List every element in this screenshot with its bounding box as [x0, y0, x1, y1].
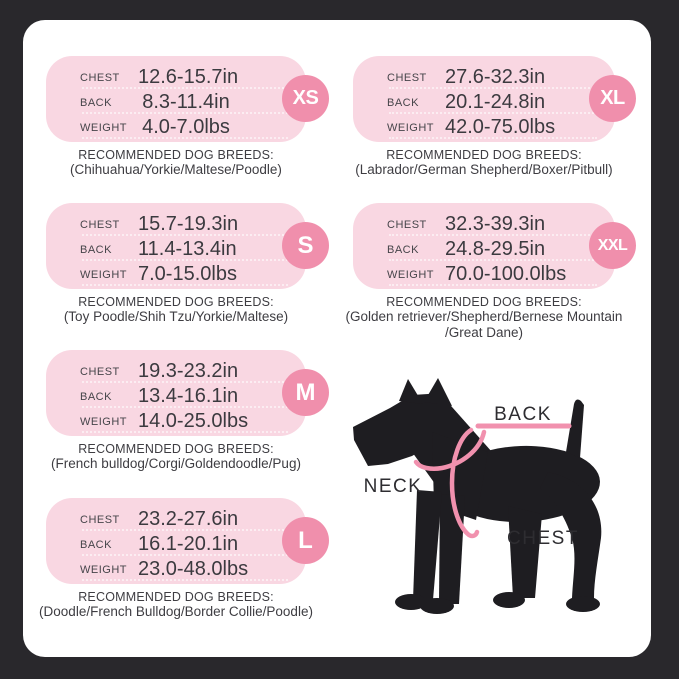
recommendation-block — [16, 295, 336, 325]
breeds-list: (Toy Poodle/Shih Tzu/Yorkie/Maltese) — [63, 309, 289, 324]
diagram-neck-label: NECK — [363, 476, 423, 497]
size-card-m-box — [46, 350, 316, 436]
size-card-xxl-box — [353, 203, 628, 289]
measurement-row-weight — [46, 409, 306, 434]
recommendation-block — [16, 442, 336, 472]
back-value: 8.3-11.4in — [142, 91, 230, 113]
measurement-row-back — [46, 532, 306, 557]
size-badge-xl: XL — [589, 75, 636, 122]
weight-value: 23.0-48.0lbs — [138, 558, 249, 580]
dog-rear-paw-far — [566, 596, 600, 612]
chest-label: CHEST — [80, 365, 120, 378]
weight-label: WEIGHT — [80, 563, 127, 576]
back-label: BACK — [80, 390, 112, 403]
weight-value: 7.0-15.0lbs — [138, 263, 237, 285]
chest-label: CHEST — [80, 218, 120, 231]
dog-rear-leg-near — [508, 506, 542, 598]
back-label: BACK — [80, 538, 112, 551]
size-badge-s: S — [282, 222, 329, 269]
measurement-row-weight — [353, 262, 615, 287]
recommendation-block — [16, 148, 336, 178]
diagram-chest-label: CHEST — [507, 528, 579, 549]
measurement-row-back — [46, 90, 306, 115]
measurement-row-back — [353, 90, 615, 115]
chest-label: CHEST — [387, 218, 427, 231]
back-value: 24.8-29.5in — [445, 238, 546, 260]
weight-label: WEIGHT — [80, 121, 127, 134]
weight-value: 4.0-7.0lbs — [142, 116, 230, 138]
back-label: BACK — [387, 243, 419, 256]
size-badge-xs: XS — [282, 75, 329, 122]
chest-value: 19.3-23.2in — [138, 360, 239, 382]
size-card-l — [39, 498, 313, 619]
back-label: BACK — [387, 96, 419, 109]
weight-value: 70.0-100.0lbs — [445, 263, 567, 285]
diagram-back-label: BACK — [494, 404, 552, 425]
recommendation-block — [324, 295, 644, 340]
measurement-row-weight — [353, 115, 615, 140]
measurement-row-weight — [46, 115, 306, 140]
breeds-list: (Labrador/German Shepherd/Boxer/Pitbull) — [355, 162, 613, 177]
breeds-list: (Doodle/French Bulldog/Border Collie/Poodle) — [39, 604, 313, 619]
weight-label: WEIGHT — [387, 268, 434, 281]
back-label: BACK — [80, 243, 112, 256]
back-value: 20.1-24.8in — [445, 91, 546, 113]
recommended-title: RECOMMENDED DOG BREEDS: — [78, 590, 274, 604]
chest-value: 32.3-39.3in — [445, 213, 546, 235]
weight-label: WEIGHT — [80, 415, 127, 428]
dog-front-leg-near — [439, 494, 465, 604]
breeds-list: (French bulldog/Corgi/Goldendoodle/Pug) — [51, 456, 301, 471]
chest-value: 15.7-19.3in — [138, 213, 239, 235]
measurement-row-back — [46, 384, 306, 409]
weight-label: WEIGHT — [80, 268, 127, 281]
dog-front-paw-far — [395, 594, 427, 610]
recommendation-block — [16, 590, 336, 620]
size-card-s — [46, 203, 314, 324]
recommended-title: RECOMMENDED DOG BREEDS: — [78, 295, 274, 309]
weight-value: 14.0-25.0lbs — [138, 410, 249, 432]
recommendation-block — [324, 148, 644, 178]
size-chart-panel — [23, 20, 651, 657]
back-value: 16.1-20.1in — [138, 533, 239, 555]
dog-measurement-diagram — [350, 378, 650, 628]
back-value: 11.4-13.4in — [138, 238, 237, 260]
measurement-row-back — [46, 237, 306, 262]
dog-rear-paw-near — [493, 592, 525, 608]
size-card-xs — [46, 56, 319, 177]
dog-ear-front — [399, 379, 423, 404]
size-card-l-box — [46, 498, 313, 584]
dog-tail — [566, 400, 584, 458]
recommended-title: RECOMMENDED DOG BREEDS: — [78, 148, 274, 162]
measurement-row-chest — [46, 350, 306, 384]
recommended-title: RECOMMENDED DOG BREEDS: — [386, 148, 582, 162]
size-card-xl — [353, 56, 625, 177]
measurement-row-chest — [46, 498, 306, 532]
back-value: 13.4-16.1in — [138, 385, 239, 407]
measurement-row-chest — [46, 56, 306, 90]
chest-value: 27.6-32.3in — [445, 66, 546, 88]
measurement-row-chest — [353, 203, 615, 237]
chest-value: 23.2-27.6in — [138, 508, 239, 530]
size-badge-l: L — [282, 517, 329, 564]
back-label: BACK — [80, 96, 112, 109]
measurement-row-chest — [353, 56, 615, 90]
recommended-title: RECOMMENDED DOG BREEDS: — [386, 295, 582, 309]
recommended-title: RECOMMENDED DOG BREEDS: — [78, 442, 274, 456]
chest-label: CHEST — [387, 71, 427, 84]
weight-label: WEIGHT — [387, 121, 434, 134]
breeds-list: (Chihuahua/Yorkie/Maltese/Poodle) — [70, 162, 282, 177]
dog-ear-back — [424, 378, 452, 406]
size-badge-xxl: XXL — [589, 222, 636, 269]
chest-label: CHEST — [80, 513, 120, 526]
dog-front-leg-far — [413, 490, 442, 600]
size-card-s-box — [46, 203, 314, 289]
measurement-row-weight — [46, 262, 306, 287]
weight-value: 42.0-75.0lbs — [445, 116, 556, 138]
size-card-xxl — [345, 203, 628, 340]
breeds-list-line2: /Great Dane) — [444, 324, 524, 340]
size-card-xl-box — [353, 56, 625, 142]
chest-label: CHEST — [80, 71, 120, 84]
breeds-list: (Golden retriever/Shepherd/Bernese Mountain — [345, 309, 623, 324]
chest-value: 12.6-15.7in — [138, 66, 239, 88]
size-badge-m: M — [282, 369, 329, 416]
size-card-xs-box — [46, 56, 319, 142]
measurement-row-back — [353, 237, 615, 262]
size-card-m — [46, 350, 316, 471]
measurement-row-chest — [46, 203, 306, 237]
measurement-row-weight — [46, 557, 306, 582]
